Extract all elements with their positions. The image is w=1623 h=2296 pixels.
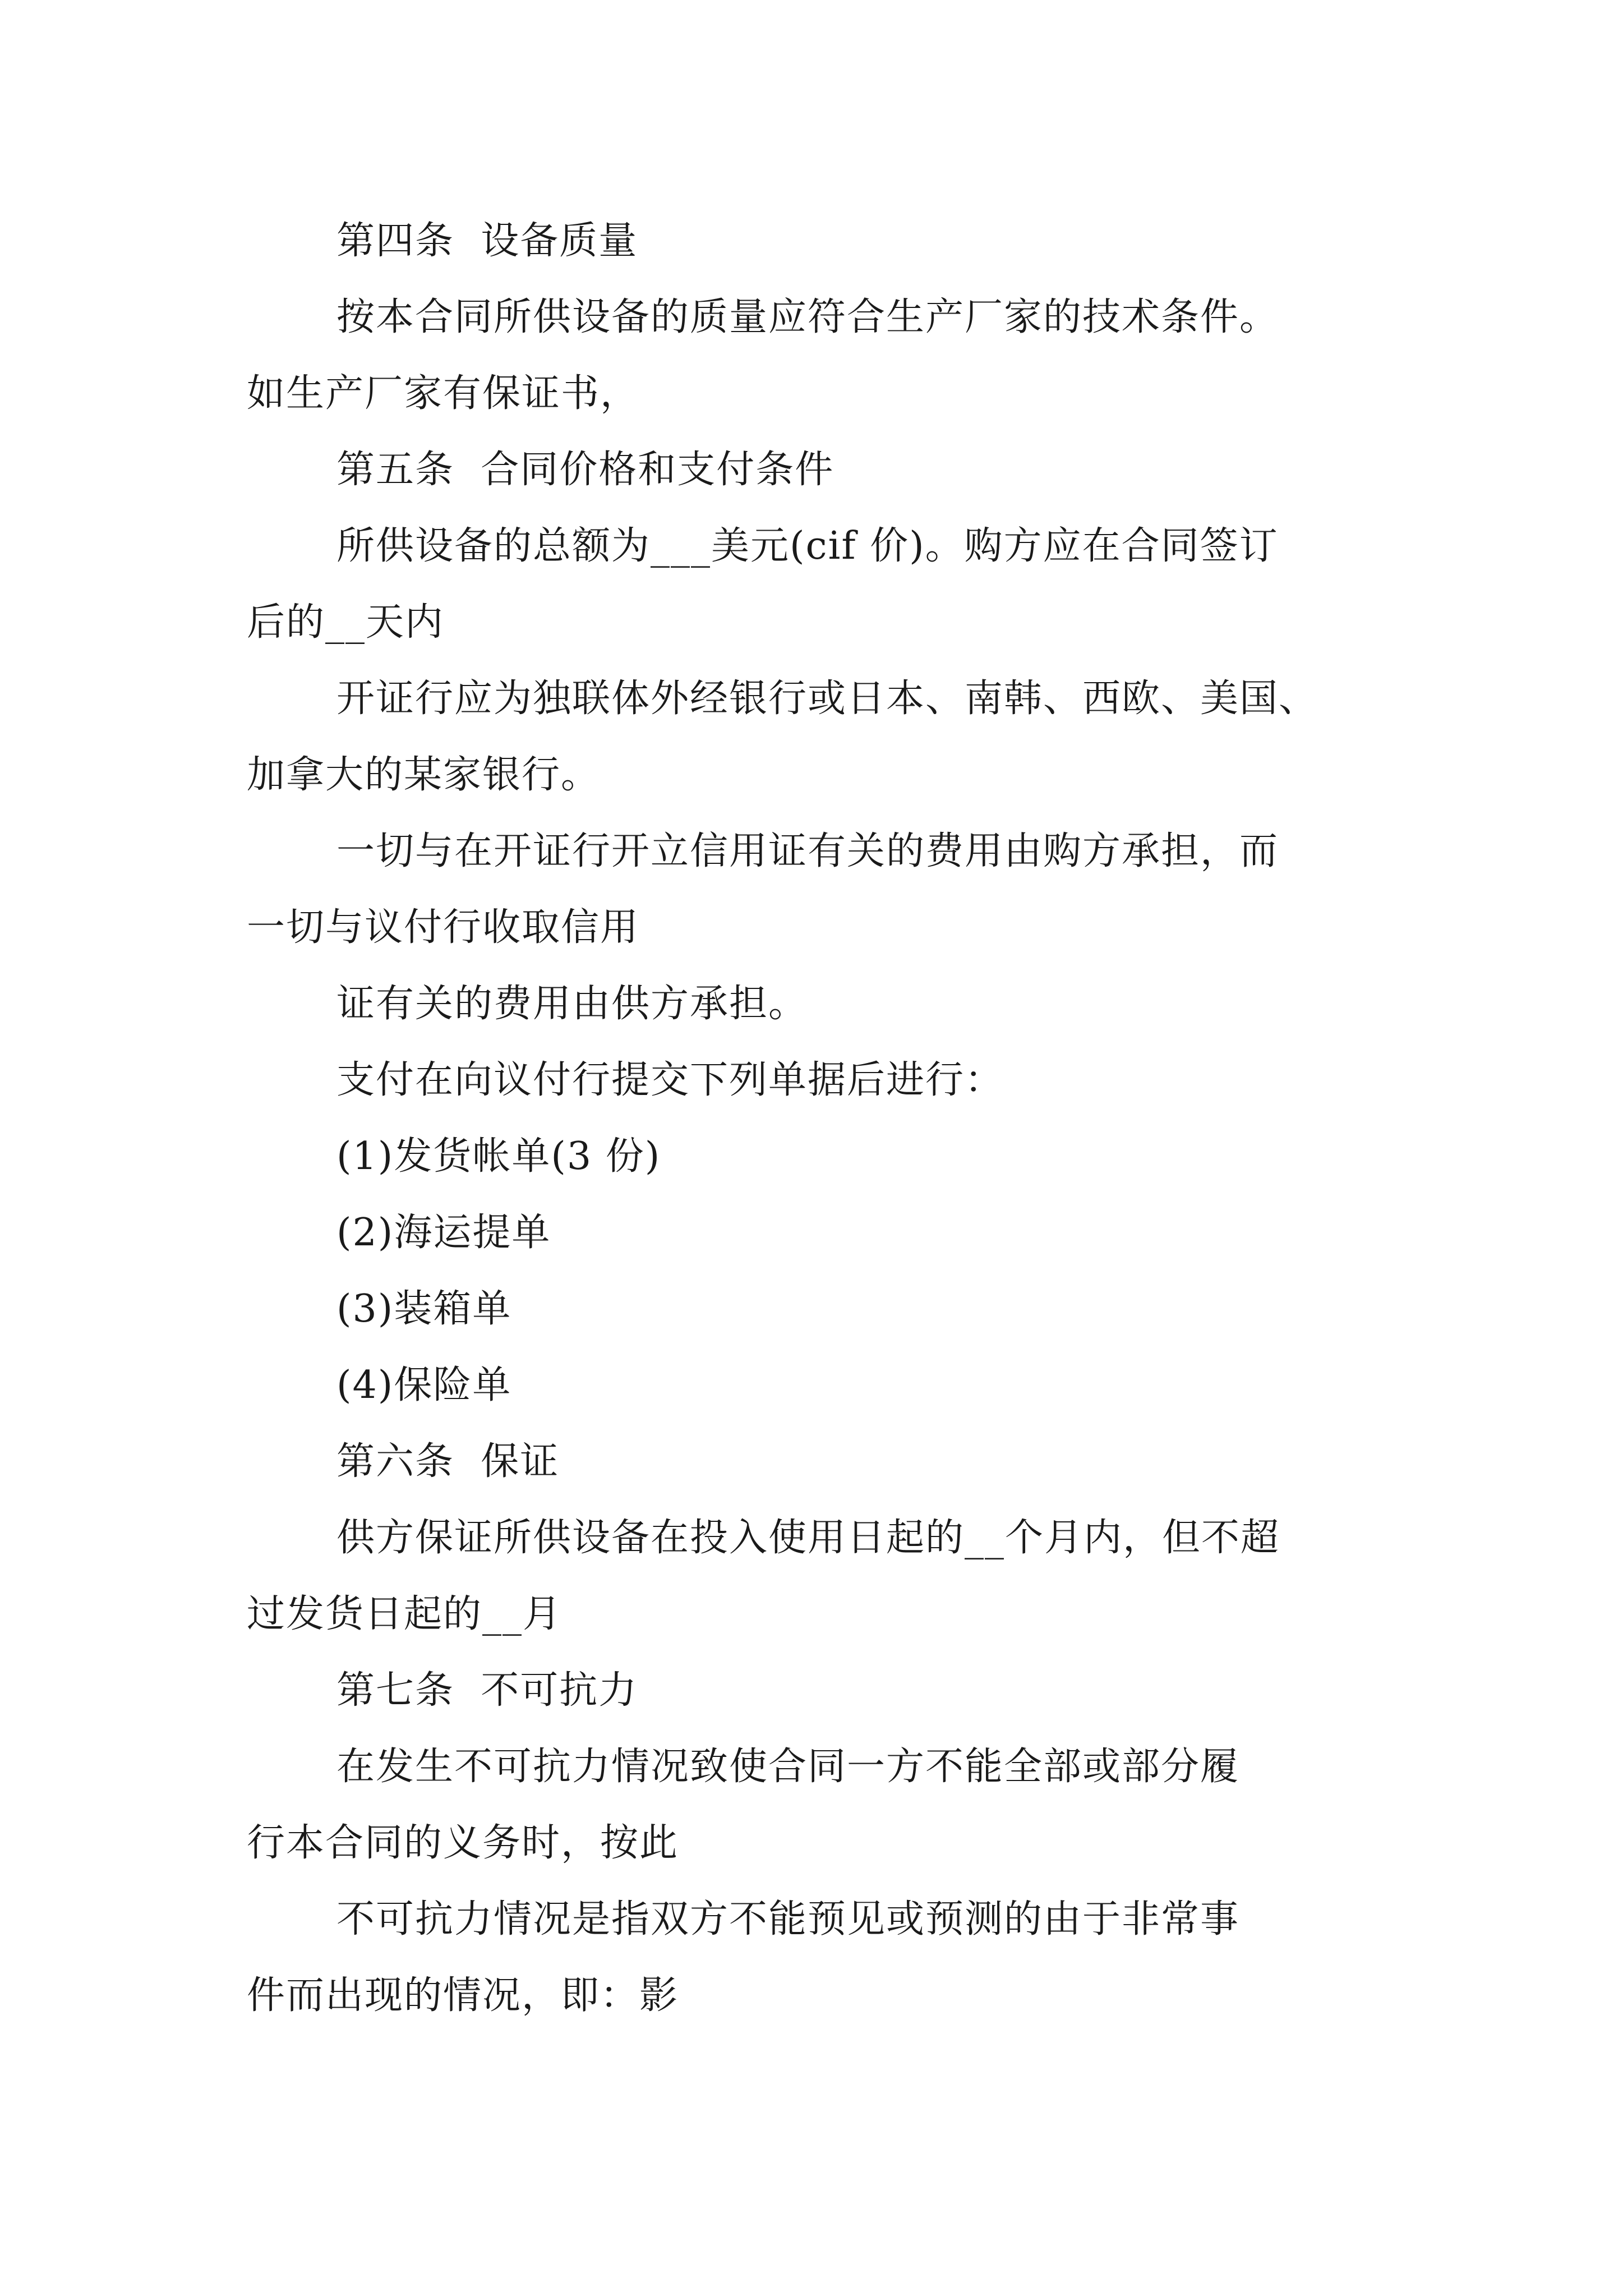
fees-paragraph-end: 证有关的费用由供方承担。 — [336, 982, 808, 1026]
article-6-paragraph-cont: 过发货日起的__月 — [247, 1592, 562, 1636]
force-majeure-definition-cont: 件而出现的情况，即：影 — [247, 1973, 679, 2018]
article-4-paragraph: 按本合同所供设备的质量应符合生产厂家的技术条件。 — [336, 295, 1279, 339]
list-item: (3)装箱单 — [336, 1287, 512, 1331]
list-item: (2)海运提单 — [336, 1211, 551, 1255]
fees-paragraph-cont: 一切与议付行收取信用 — [247, 905, 640, 950]
force-majeure-definition: 不可抗力情况是指双方不能预见或预测的由于非常事 — [336, 1897, 1240, 1941]
article-7-paragraph: 在发生不可抗力情况致使合同一方不能全部或部分履 — [336, 1745, 1240, 1789]
article-5-heading: 第五条 合同价格和支付条件 — [336, 448, 834, 492]
article-4-paragraph-cont: 如生产厂家有保证书， — [247, 371, 640, 416]
issuing-bank-paragraph: 开证行应为独联体外经银行或日本、南韩、西欧、美国、 — [336, 677, 1318, 721]
issuing-bank-paragraph-cont: 加拿大的某家银行。 — [247, 753, 601, 797]
article-4-heading: 第四条 设备质量 — [336, 219, 638, 263]
article-6-paragraph: 供方保证所供设备在投入使用日起的__个月内，但不超 — [336, 1516, 1280, 1560]
article-5-paragraph: 所供设备的总额为___美元(cif 价)。购方应在合同签订 — [336, 524, 1279, 568]
article-7-paragraph-cont: 行本合同的义务时，按此 — [247, 1821, 679, 1865]
list-item: (4)保险单 — [336, 1363, 512, 1407]
article-5-paragraph-cont: 后的__天内 — [247, 600, 445, 645]
fees-paragraph: 一切与在开证行开立信用证有关的费用由购方承担，而 — [336, 829, 1279, 873]
article-7-heading: 第七条 不可抗力 — [336, 1668, 638, 1713]
list-item: (1)发货帐单(3 份) — [336, 1134, 661, 1179]
payment-documents-intro: 支付在向议付行提交下列单据后进行： — [336, 1058, 1004, 1102]
article-6-heading: 第六条 保证 — [336, 1439, 560, 1484]
